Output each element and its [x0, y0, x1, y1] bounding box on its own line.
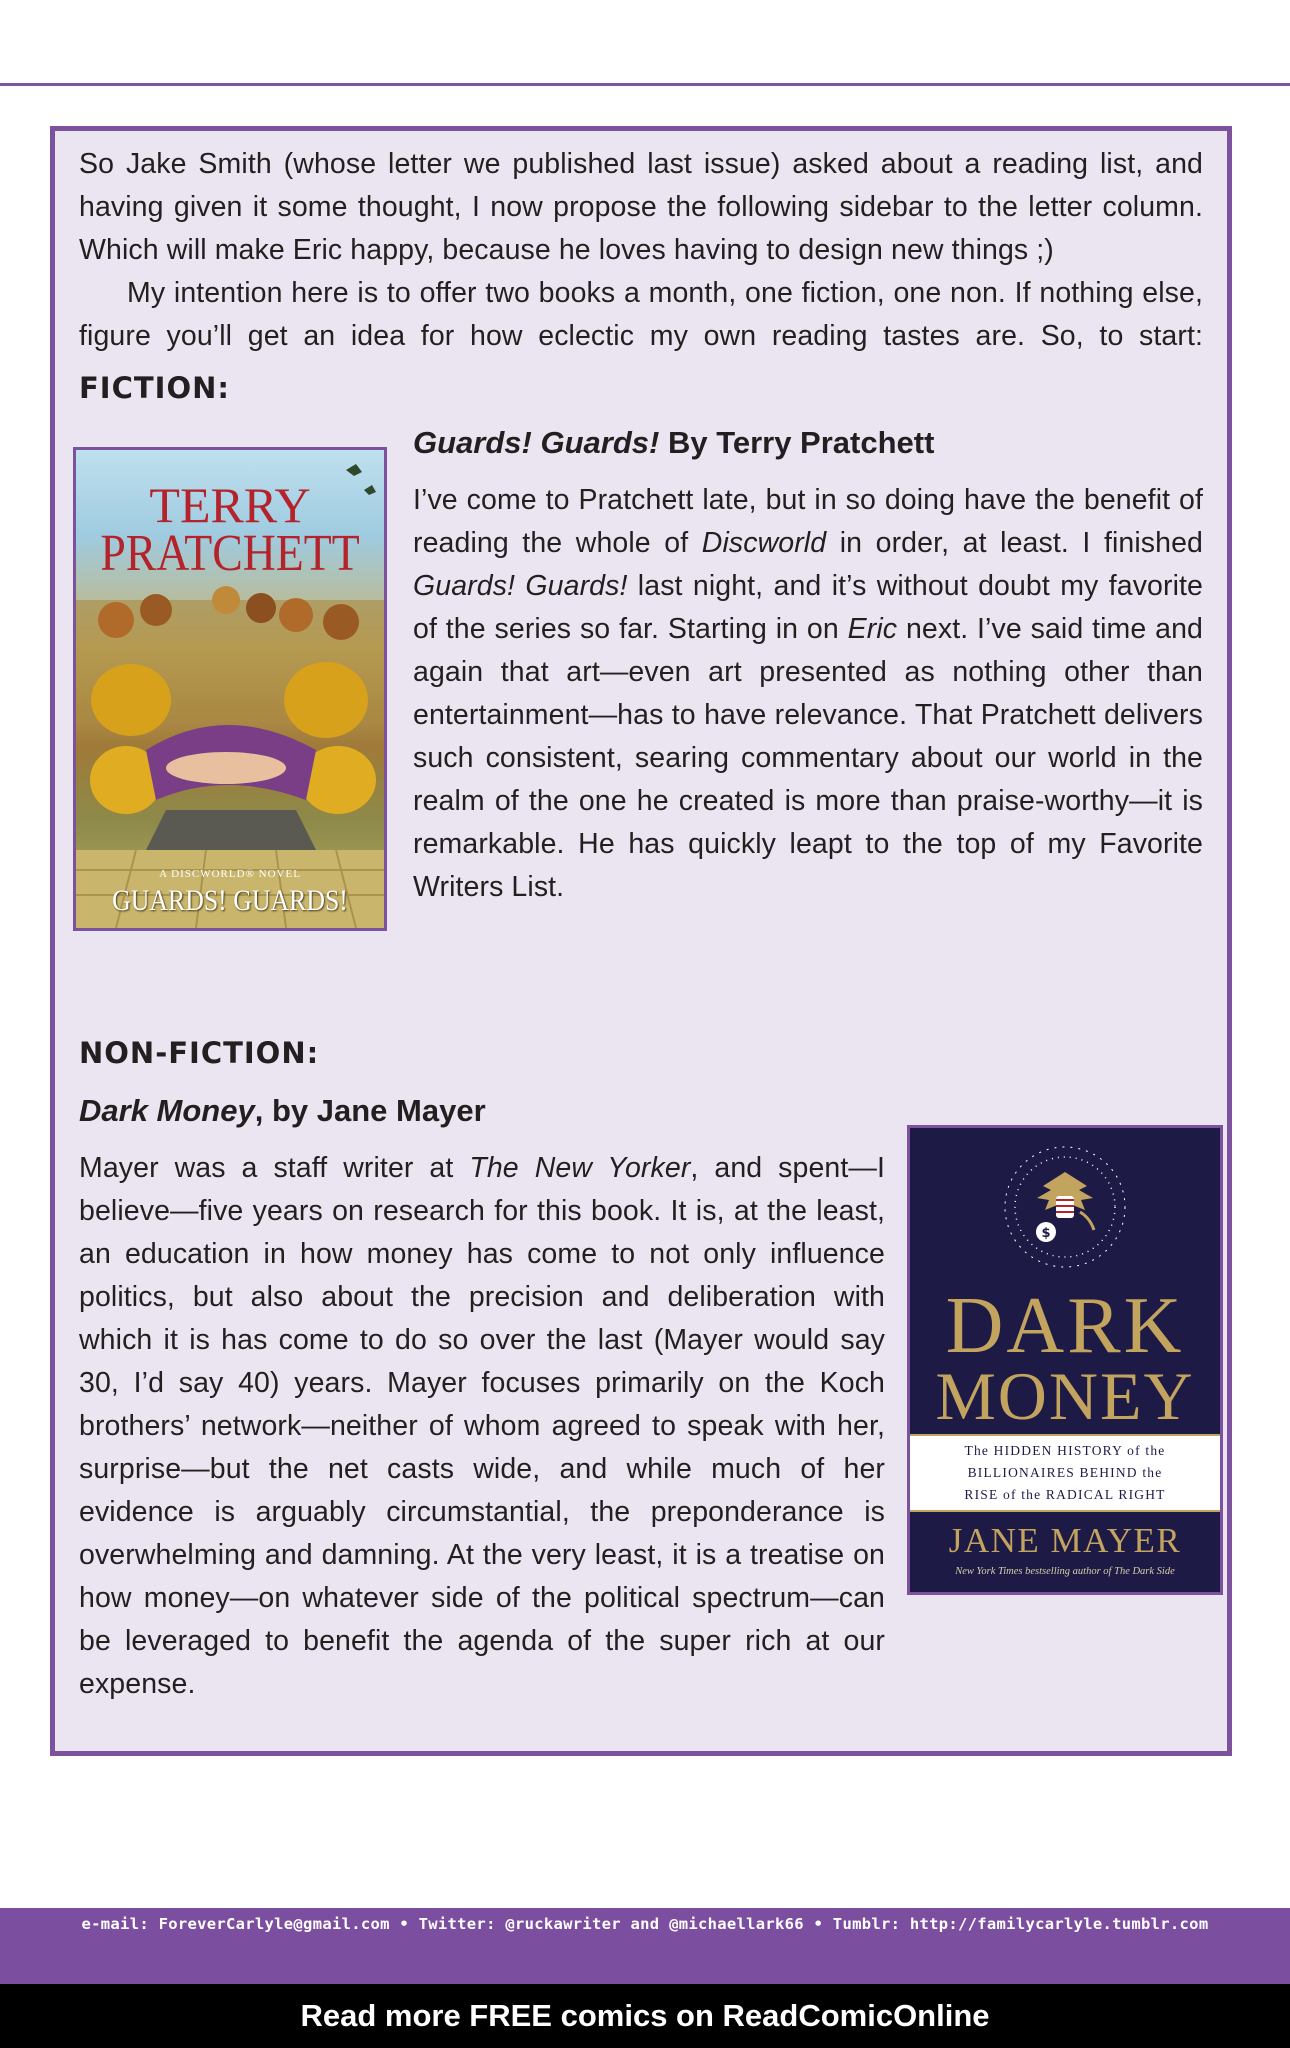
- presidential-seal-icon: [1000, 1142, 1130, 1272]
- cover-book-title: GUARDS! GUARDS!: [112, 884, 348, 917]
- contact-footer: [0, 1908, 1290, 1984]
- review-text: , and spent—I believe—five years on research for this book. It is, at the least, an education in how money has come to not only influence politics, but also about the precision and deliberation with which it is has come to do so over the last (Mayer would say 30, I’d say 40) years. Mayer focuses primarily on the Koch brothers’ network—neither of whom agreed to speak with her, surprise—but the net casts wide, and while much of her evidence is arguably circumstantial, the preponderance is overwhelming and damning. At the very least, it is a treatise on how money—on whatever side of the political spectrum—can be leveraged to benefit the agenda of the super rich at our expense.: [79, 1152, 885, 1700]
- review-text: in order, at least. I finished: [826, 527, 1203, 559]
- top-rule: [0, 83, 1290, 86]
- review-text: last night, and it’s without doubt my favorite of the series so far. Starting in on: [413, 570, 1203, 645]
- review-text: Mayer was a staff writer at: [79, 1152, 470, 1184]
- review-italic-eric: Eric: [847, 613, 898, 645]
- fiction-review: [413, 479, 1203, 909]
- intro-text: [79, 143, 1203, 358]
- intro-paragraph-1: So Jake Smith (whose letter we published last issue) asked about a reading list, and having given it some thought, I now propose the following sidebar to the letter column. Which will make Eric happy, because he loves having to design new things ;): [79, 148, 1203, 266]
- nonfiction-byline: , by Jane Mayer: [254, 1093, 486, 1128]
- cover-author-tagline: New York Times bestselling author of The Dark Side: [955, 1566, 1175, 1577]
- cover-subtitle-line: The HIDDEN HISTORY of the: [964, 1443, 1166, 1458]
- nonfiction-title-italic: Dark Money: [79, 1093, 255, 1128]
- guards-guards-book-cover: [73, 447, 387, 931]
- fiction-book-title: [413, 425, 934, 461]
- review-text: I’ve come to Pratchett late, but in so doing have the benefit of reading the whole of: [413, 484, 1203, 559]
- cover-author-name: JANE MAYER: [948, 1521, 1182, 1560]
- review-italic-discworld: Discworld: [701, 527, 827, 559]
- cover-subtitle-line: BILLIONAIRES BEHIND the: [967, 1465, 1163, 1480]
- review-italic-new-yorker: The New Yorker: [469, 1152, 691, 1184]
- nonfiction-review: [79, 1147, 885, 1706]
- svg-text:$: $: [1041, 1226, 1051, 1241]
- fiction-heading: FICTION:: [79, 371, 230, 405]
- cover-subtitle-line: RISE of the RADICAL RIGHT: [964, 1487, 1166, 1502]
- cover-title-dark: DARK: [945, 1282, 1185, 1370]
- reading-list-sidebar: [50, 126, 1232, 1756]
- cover-author-first-name: TERRY: [149, 477, 311, 533]
- nonfiction-heading: NON-FICTION:: [79, 1036, 320, 1070]
- review-text: next. I’ve said time and again that art—even art presented as nothing other than entertainment—has to have relevance. That Pratchett delivers such consistent, searing commentary about our world in the realm of the one he created is more than praise-worthy—it is remarkable. He has quickly leapt to the top of my Favorite Writers List.: [413, 613, 1204, 903]
- promo-banner[interactable]: [0, 1984, 1290, 2048]
- review-italic-title: Guards! Guards!: [413, 570, 628, 602]
- cover-series-label: A DISCWORLD® NOVEL: [159, 868, 301, 880]
- fiction-byline: By Terry Pratchett: [667, 425, 935, 460]
- nonfiction-book-title: [79, 1093, 486, 1129]
- cover-author-last-name: PRATCHETT: [100, 525, 360, 582]
- contact-info: e-mail: ForeverCarlyle@gmail.com • Twitter: @ruckawriter and @michaellark66 • Tumblr: http://familycarlyle.tumblr.com: [81, 1915, 1209, 1933]
- cover-subtitle-panel: [910, 1434, 1220, 1512]
- fiction-title-italic: Guards! Guards!: [413, 425, 660, 460]
- dark-money-book-cover: [907, 1125, 1223, 1595]
- cover-title-money: MONEY: [935, 1358, 1195, 1434]
- intro-paragraph-2: My intention here is to offer two books a month, one fiction, one non. If nothing else, figure you’ll get an idea for how eclectic my own reading tastes are. So, to start:: [79, 277, 1203, 352]
- read-more-link[interactable]: Read more FREE comics on ReadComicOnline: [300, 1998, 990, 2033]
